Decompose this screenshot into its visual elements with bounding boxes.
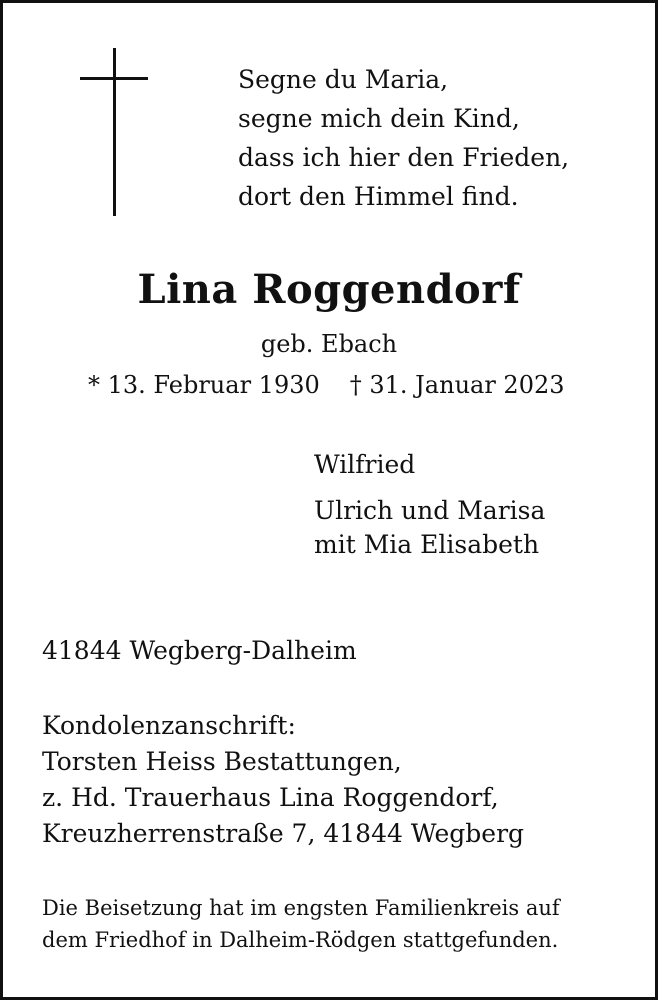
birth-name: geb. Ebach — [260, 330, 398, 358]
cross-horizontal-bar — [80, 77, 148, 80]
mourners-list — [314, 448, 545, 562]
verse-line: dort den Himmel find. — [238, 182, 519, 211]
residence-location: 41844 Wegberg-Dalheim — [42, 636, 357, 665]
mourner-name: mit Mia Elisabeth — [314, 530, 540, 559]
condolence-address — [42, 708, 524, 852]
death-date: † 31. Januar 2023 — [349, 371, 565, 399]
verse-line: dass ich hier den Frieden, — [238, 143, 570, 172]
life-dates — [88, 371, 565, 399]
condolence-heading: Kondolenzanschrift: — [42, 711, 296, 740]
address-line: Kreuzherrenstraße 7, 41844 Wegberg — [42, 819, 525, 848]
verse-line: segne mich dein Kind, — [238, 104, 520, 133]
deceased-name: Lina Roggendorf — [137, 266, 521, 313]
address-line: Torsten Heiss Bestattungen, — [42, 747, 402, 776]
note-line: dem Friedhof in Dalheim-Rödgen stattgefunden. — [42, 928, 559, 952]
verse-line: Segne du Maria, — [238, 65, 449, 94]
burial-note — [42, 892, 560, 956]
birth-date: * 13. Februar 1930 — [88, 371, 320, 399]
mourner-name: Wilfried — [314, 450, 416, 479]
prayer-verse — [238, 60, 569, 216]
address-line: z. Hd. Trauerhaus Lina Roggendorf, — [42, 783, 499, 812]
mourner-name: Ulrich und Marisa — [314, 496, 546, 525]
cross-vertical-bar — [113, 48, 116, 216]
cross-icon — [80, 48, 150, 218]
note-line: Die Beisetzung hat im engsten Familienkreis auf — [42, 896, 560, 920]
